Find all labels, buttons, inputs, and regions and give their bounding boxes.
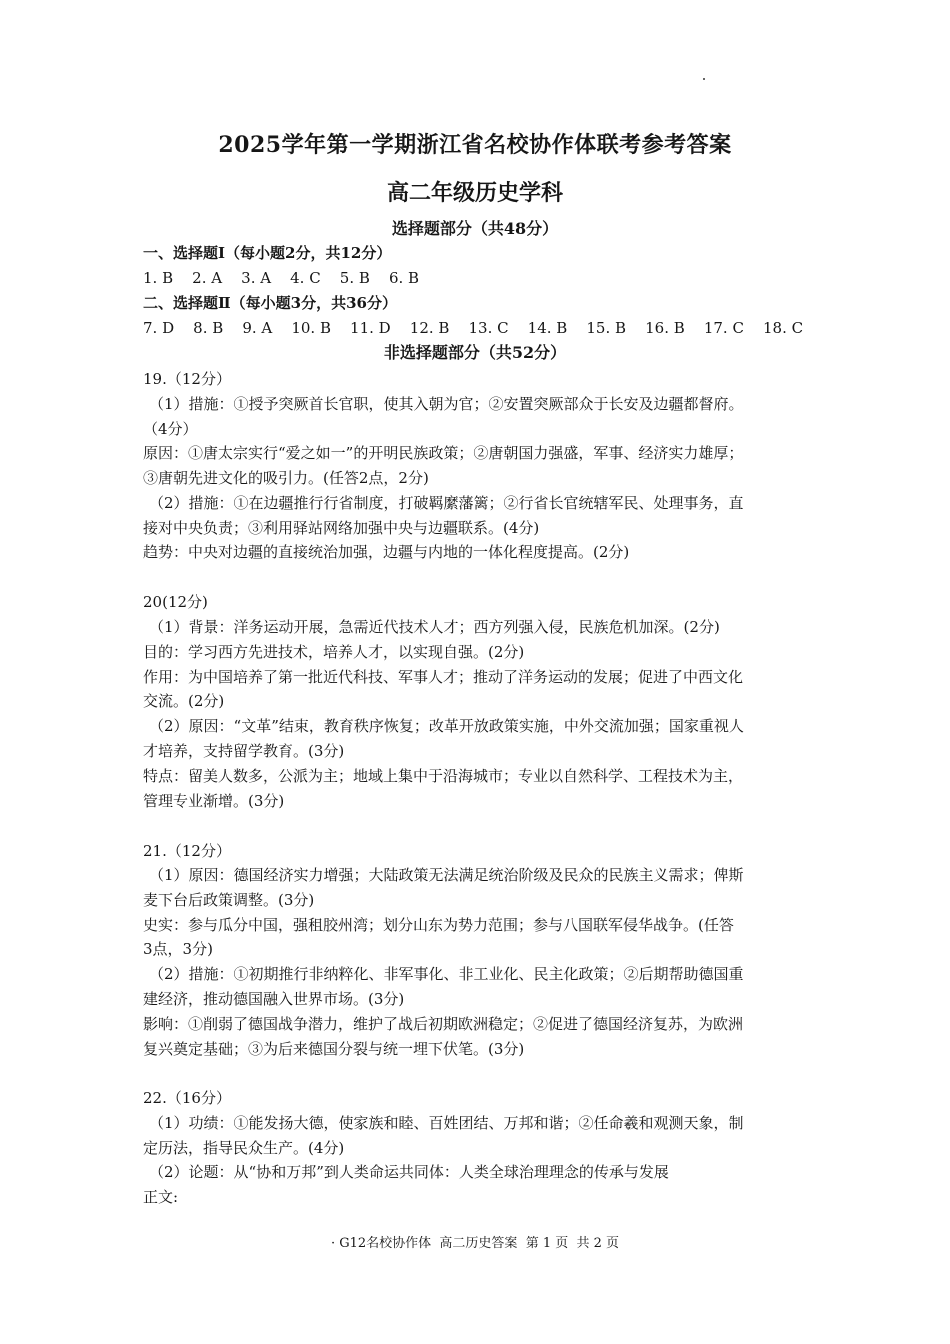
document-title: 2025学年第一学期浙江省名校协作体联考参考答案: [218, 132, 732, 158]
q20-line: 才培养，支持留学教育。(3分): [143, 742, 345, 760]
q21-heading: 21.（12分）: [143, 842, 231, 860]
q20-line: 交流。(2分): [143, 692, 225, 710]
scan-speck: [703, 78, 705, 80]
q21-line: 史实：参与瓜分中国，强租胶州湾；划分山东为势力范围；参与八国联军侵华战争。(任答: [143, 916, 734, 934]
q20-line: 作用：为中国培养了第一批近代科技、军事人才；推动了洋务运动的发展；促进了中西文化: [143, 668, 744, 686]
q19-line: ③唐朝先进文化的吸引力。(任答2点，2分): [143, 469, 429, 487]
q19-line: 接对中央负责；③利用驿站网络加强中央与边疆联系。(4分): [143, 519, 540, 537]
q22-heading: 22.（16分）: [143, 1089, 231, 1107]
q19-line: （1）措施：①授予突厥首长官职，使其入朝为官；②安置突厥部众于长安及边疆都督府。: [149, 395, 744, 413]
q20-line: （2）原因：“文革”结束，教育秩序恢复；改革开放政策实施，中外交流加强；国家重视人: [149, 717, 744, 735]
q19-line: 趋势：中央对边疆的直接统治加强，边疆与内地的一体化程度提高。(2分): [143, 543, 630, 561]
q20-heading: 20(12分): [143, 593, 208, 611]
q19-line: （2）措施：①在边疆推行行省制度，打破羁縻藩篱；②行省长官统辖军民、处理事务，直: [149, 494, 744, 512]
part2-title: 非选择题部分（共52分）: [383, 343, 567, 362]
q21-line: 麦下台后政策调整。(3分): [143, 891, 315, 909]
q22-line: （2）论题：从“协和万邦”到人类命运共同体：人类全球治理理念的传承与发展: [149, 1163, 669, 1181]
page-footer: · G12名校协作体 高二历史答案 第 1 页 共 2 页: [330, 1236, 620, 1251]
q21-line: 影响：①削弱了德国战争潜力，维护了战后初期欧洲稳定；②促进了德国经济复苏，为欧洲: [143, 1015, 744, 1033]
q22-line: （1）功绩：①能发扬大德，使家族和睦、百姓团结、万邦和谐；②任命羲和观测天象，制: [149, 1114, 744, 1132]
q22-line: 定历法，指导民众生产。(4分): [143, 1139, 345, 1157]
subject-title: 高二年级历史学科: [386, 180, 563, 206]
mc-section1-heading: 一、选择题Ⅰ（每小题2分，共12分）: [143, 244, 392, 262]
q19-line: 原因：①唐太宗实行“爱之如一”的开明民族政策；②唐朝国力强盛，军事、经济实力雄厚；: [143, 444, 744, 462]
q19-line: （4分）: [143, 420, 198, 438]
q20-line: 特点：留美人数多，公派为主；地域上集中于沿海城市；专业以自然科学、工程技术为主，: [143, 767, 744, 785]
q21-line: （1）原因：德国经济实力增强；大陆政策无法满足统治阶级及民众的民族主义需求；俾斯: [149, 866, 744, 884]
mc-section2-heading: 二、选择题Ⅱ（每小题3分，共36分）: [143, 294, 397, 312]
mc-section2-answers: 7. D 8. B 9. A 10. B 11. D 12. B 13. C 14. B 15. B 16. B 17. C 18. C: [143, 319, 804, 337]
q20-line: 管理专业渐增。(3分): [143, 792, 285, 810]
q22-line: 正文:: [143, 1188, 179, 1206]
q20-line: （1）背景：洋务运动开展，急需近代技术人才；西方列强入侵，民族危机加深。(2分): [149, 618, 720, 636]
q21-line: 建经济，推动德国融入世界市场。(3分): [143, 990, 405, 1008]
q20-line: 目的：学习西方先进技术，培养人才，以实现自强。(2分): [143, 643, 525, 661]
q21-line: 3点，3分): [143, 940, 213, 958]
mc-section1-answers: 1. B 2. A 3. A 4. C 5. B 6. B: [143, 269, 420, 287]
q21-line: 复兴奠定基础；③为后来德国分裂与统一埋下伏笔。(3分): [143, 1040, 525, 1058]
part1-title: 选择题部分（共48分）: [391, 219, 559, 238]
q21-line: （2）措施：①初期推行非纳粹化、非军事化、非工业化、民主化政策；②后期帮助德国重: [149, 965, 744, 983]
q19-heading: 19.（12分）: [143, 370, 231, 388]
